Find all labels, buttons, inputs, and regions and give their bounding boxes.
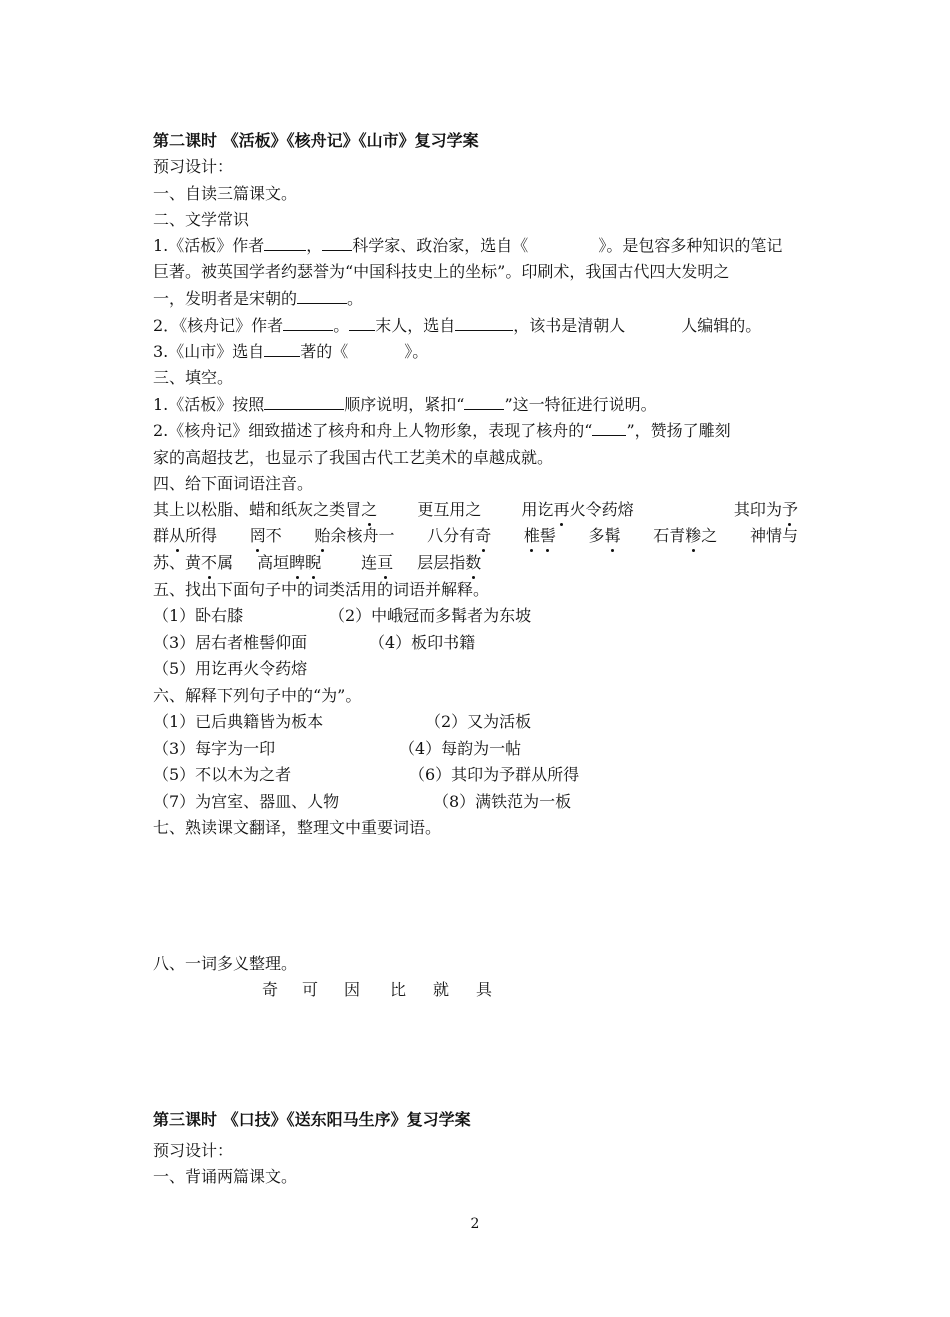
blank	[283, 313, 333, 331]
polysemy-word: 因	[344, 980, 361, 999]
pinyin-word: 八分有奇	[427, 523, 491, 549]
polysemy-word: 奇	[262, 980, 279, 999]
emphasis-char: 睥	[289, 550, 305, 576]
emphasis-char: 髯	[605, 523, 621, 549]
blank	[264, 233, 306, 251]
polysemy-word: 就	[433, 980, 450, 999]
emphasis-char: 奇	[475, 523, 491, 549]
pinyin-word: 石青糁之	[653, 523, 717, 549]
wei-row: （5）不以木为之者 （6）其印为予群从所得	[153, 765, 580, 784]
blank	[297, 286, 347, 304]
blank	[592, 418, 626, 436]
section-8: 八、一词多义整理。	[153, 954, 298, 973]
pinyin-row-2	[153, 523, 798, 549]
emphasis-char: 亘	[377, 550, 393, 576]
question-1-line-1: 1.《活板》作者 ， 科学家、政治家，选自《 》。是包容多种知识的笔记	[153, 233, 782, 259]
emphasis-char: 之	[361, 497, 377, 523]
fill-2-line-1: 2.《核舟记》细致描述了核舟和舟上人物形象，表现了核舟的“ ”，赞扬了雕刻	[153, 418, 731, 444]
pinyin-word: 其上以松脂、蜡和纸灰之类冒之	[153, 497, 377, 523]
section-2: 二、文学常识	[153, 210, 250, 229]
pinyin-word: 神情与	[749, 526, 798, 545]
pinyin-word: 更互用之	[417, 500, 482, 519]
emphasis-char: 不	[201, 550, 217, 576]
emphasis-char: 从	[169, 523, 185, 549]
usage-row: （5）用讫再火令药熔	[153, 659, 308, 678]
emphasis-char: 糁	[685, 523, 701, 549]
blank	[464, 392, 504, 410]
lesson3-title: 第三课时 《口技》《送东阳马生序》复习学案	[153, 1110, 471, 1129]
usage-row: （1）卧右膝 （2）中峨冠而多髯者为东坡	[153, 606, 532, 625]
pinyin-word	[524, 523, 556, 549]
question-2: 2．《核舟记》作者 。 末人，选自 ，该书是清朝人 人编辑的。	[153, 313, 761, 339]
pinyin-word: 其印为予	[734, 497, 798, 523]
emphasis-char: 睨	[305, 550, 321, 576]
lesson3-section-1: 一、背诵两篇课文。	[153, 1167, 298, 1186]
section-5: 五、找出下面句子中的词类活用的词语并解释。	[153, 580, 490, 599]
pinyin-word: 层层指数	[417, 550, 481, 576]
page-number: 2	[470, 1216, 480, 1232]
polysemy-word: 具	[476, 980, 493, 999]
emphasis-char: 数	[465, 550, 481, 576]
section-4: 四、给下面词语注音。	[153, 474, 314, 493]
pinyin-word: 群从所得	[153, 523, 217, 549]
blank	[264, 339, 300, 357]
polysemy-word: 比	[390, 980, 407, 999]
fill-2-line-2: 家的高超技艺，也显示了我国古代工艺美术的卓越成就。	[153, 448, 554, 467]
pinyin-row-1	[153, 497, 798, 523]
polysemy-word: 可	[302, 980, 319, 999]
question-3: 3.《山市》选自 著的《 》。	[153, 339, 428, 365]
blank	[322, 233, 352, 251]
pinyin-word: 高垣睥睨	[257, 550, 321, 576]
pinyin-row-3	[153, 550, 481, 576]
wei-row: （3）每字为一印 （4）每韵为一帖	[153, 739, 522, 758]
emphasis-char: 椎	[524, 523, 540, 549]
pinyin-word: 苏、黄不属	[153, 550, 233, 576]
blank	[455, 313, 513, 331]
usage-row: （3）居右者椎髻仰面 （4）板印书籍	[153, 633, 476, 652]
wei-row: （1）已后典籍皆为板本 （2）又为活板	[153, 712, 532, 731]
pinyin-word: 多髯	[589, 523, 621, 549]
section-6: 六、解释下列句子中的“为”。	[153, 686, 362, 705]
fill-1: 1.《活板》按照 顺序说明，紧扣“ ”这一特征进行说明。	[153, 392, 657, 418]
preview-heading: 预习设计：	[153, 157, 234, 176]
question-1-line-2: 巨著。被英国学者约瑟誉为“中国科技史上的坐标”。印刷术，我国古代四大发明之	[153, 262, 730, 281]
emphasis-char: 再	[554, 497, 570, 523]
blank	[349, 313, 375, 331]
pinyin-word: 罔不	[250, 523, 282, 549]
polysemy-words	[262, 977, 492, 1003]
lesson2-title: 第二课时 《活板》《核舟记》《山市》复习学案	[153, 131, 479, 150]
emphasis-char: 髻	[540, 523, 556, 549]
lesson3-preview-heading: 预习设计：	[153, 1141, 234, 1160]
wei-row: （7）为宫室、器皿、人物 （8）满铁范为一板	[153, 792, 572, 811]
blank	[264, 392, 344, 410]
section-3: 三、填空。	[153, 368, 234, 387]
question-1-line-3: 一，发明者是宋朝的 。	[153, 286, 363, 312]
emphasis-char: 罔	[250, 523, 266, 549]
section-1: 一、自读三篇课文。	[153, 184, 298, 203]
pinyin-word: 连亘	[361, 550, 393, 576]
pinyin-word: 贻余核舟一	[314, 523, 394, 549]
emphasis-char: 贻	[314, 523, 330, 549]
emphasis-char: 予	[782, 497, 798, 523]
section-7: 七、熟读课文翻译，整理文中重要词语。	[153, 818, 442, 837]
pinyin-word: 用讫再火令药熔	[522, 497, 634, 523]
